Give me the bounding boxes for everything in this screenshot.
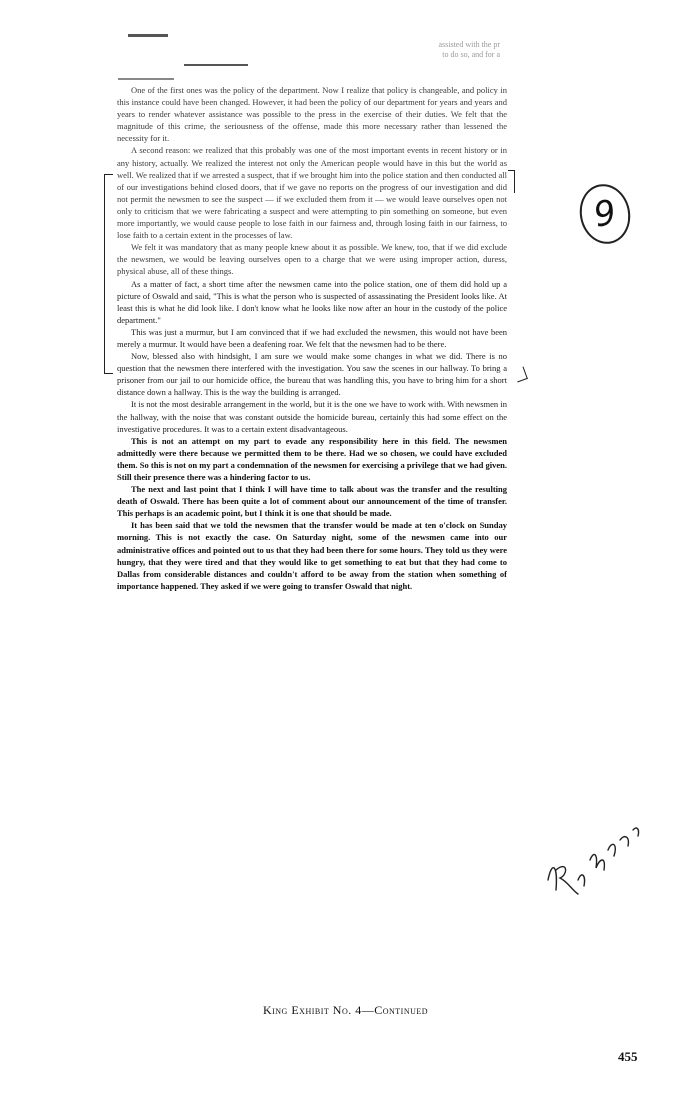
scan-smudge xyxy=(128,34,168,37)
header-line: assisted with the pr xyxy=(438,40,500,49)
faded-header-text xyxy=(300,40,500,60)
paragraph: It has been said that we told the newsmen that the transfer would be made at ten o'clock on Sunday morning. This is not exactly the case. On Saturday night, some of the newsmen came into our administrative offices and pointed out to us that they had been there for some hours. They told us they were hungry, that they were tired and that they would like to get something to eat but that they had come to Dallas from considerable distances and couldn't afford to be away from the station when something of importance happened. They asked if we were going to transfer Oswald that night. xyxy=(117,520,507,591)
paragraph: A second reason: we realized that this probably was one of the most important events in recent history or in any history, actually. We realized the interest not only the American people would have in this but the world as well. We realized that if we arrested a suspect, that if we brought him into the police station and then conducted all of our investigations behind closed doors, that if we gave no reports on the progress of our investigation and did not permit the newsmen to see the suspect — if we excluded them from it — we would leave ourselves open not only to criticism that we were fabricating a suspect and were attempting to pin something on someone, but even more importantly, we would cause people to lose faith in our fairness and, through losing faith in our fairness, to lose faith to a certain extent in the processes of law. xyxy=(117,145,507,241)
margin-bracket-left xyxy=(104,174,113,374)
margin-bracket-right xyxy=(508,170,515,193)
margin-tick-mark xyxy=(513,367,528,383)
page-number: 455 xyxy=(618,1049,638,1064)
paragraph: One of the first ones was the policy of the department. Now I realize that policy is changeable, and policy in this instance could have been changed. However, it had been the policy of our department for years and years and years to render whatever assistance was possible to the press in the exercise of their duties. We felt that the magnitude of this crime, the seriousness of the offense, made this more necessary rather than lessened the necessity for it. xyxy=(117,85,507,144)
circled-number-annotation xyxy=(574,179,635,248)
paragraph: As a matter of fact, a short time after the newsmen came into the police station, one of them did hold up a picture of Oswald and said, "This is what the person who is suspected of assassinating the President looks like. At least this is what he did look like. I don't know what he looks like now after an hour in the custody of the police department." xyxy=(117,278,507,325)
exhibit-caption xyxy=(0,1003,691,1018)
handwritten-signature xyxy=(538,820,648,910)
scan-smudge xyxy=(184,64,248,66)
paragraph: This was just a murmur, but I am convinced that if we had excluded the newsmen, this would not have been merely a murmur. It would have been a deafening roar. We felt that the newsmen had to be there. xyxy=(117,326,507,349)
exhibit-caption-text: King Exhibit No. 4—Continued xyxy=(262,1003,429,1017)
paragraph: It is not the most desirable arrangement in the world, but it is the one we have to work with. With newsmen in the hallway, with the noise that was constant outside the homicide bureau, certainly this had some effect on the investigative procedures. It was to a certain extent disadvantageous. xyxy=(117,399,507,434)
paragraph: Now, blessed also with hindsight, I am sure we would make some changes in what we did. There is no question that the newsmen there interfered with the investigation. You saw the scenes in our hallway. To bring a prisoner from our jail to our homicide office, the bureau that was handling this, you have to bring him for a short distance down a hallway. This is the way the building is arranged. xyxy=(117,351,507,398)
paragraph: We felt it was mandatory that as many people knew about it as possible. We knew, too, that if we did exclude the newsmen, we would be leaving ourselves open to a charge that we were using improper action, duress, physical abuse, all of these things. xyxy=(117,242,507,277)
scan-smudge xyxy=(118,78,174,80)
header-line: to do so, and for a xyxy=(442,50,500,59)
circled-number: 9 xyxy=(590,192,620,236)
paragraph: The next and last point that I think I will have time to talk about was the transfer and the resulting death of Oswald. There has been quite a lot of comment about our announcement of the time of transfer. This perhaps is an academic point, but I think it is one that should be made. xyxy=(117,484,507,519)
paragraph: This is not an attempt on my part to evade any responsibility here in this field. The newsmen admittedly were there because we permitted them to be there. Had we so chosen, we could have excluded them. So this is not on my part a condemnation of the newsmen for exercising a privilege that we had given. Still their presence there was a hindering factor to us. xyxy=(117,435,507,482)
body-text xyxy=(117,84,507,592)
